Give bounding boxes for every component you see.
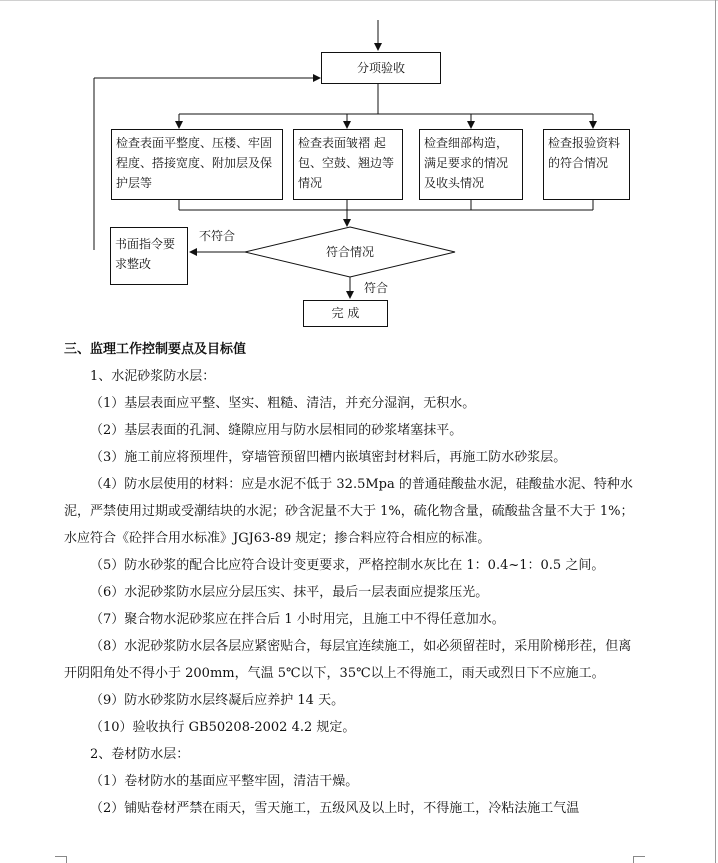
item-1-5: （5）防水砂浆的配合比应符合设计变更要求，严格控制水灰比在 1：0.4~1：0.5 之间。 [90, 558, 605, 573]
item-2-2: （2）铺贴卷材严禁在雨天，雪天施工，五级风及以上时，不得施工，冷粘法施工气温 [90, 801, 580, 816]
label-pass: 符合 [364, 281, 389, 295]
item-2-1: （1）卷材防水的基面应平整牢固，清洁干燥。 [90, 774, 359, 789]
item-1-4: （4）防水层使用的材料：应是水泥不低于 32.5Mpa 的普通硅酸盐水泥，硅酸盐水泥、特种水泥，严禁使用过期或受潮结块的水泥；砂含泥量不大于 1%，硫化物含量，硫酸盐含量不大于 1%；水应符合《砼拌合用水标准》JGJ63-89 规定；掺合料应符合相应的标准。 [64, 477, 634, 546]
box-rework-order: 书面指令要求整改 [110, 227, 188, 285]
item-1-3: （3）施工前应将预埋件，穿墙管预留凹槽内嵌填密封材料后，再施工防水砂浆层。 [90, 450, 567, 465]
box-check-documents: 检查报验资料的符合情况 [543, 129, 630, 200]
crop-mark-bottom-left-h [55, 856, 67, 857]
section-heading: 三、监理工作控制要点及目标值 [64, 342, 247, 357]
document-body [64, 336, 636, 822]
item-1-10: （10）验收执行 GB50208-2002 4.2 规定。 [90, 720, 356, 735]
label-fail: 不符合 [199, 229, 236, 243]
crop-mark-bottom-right-h [633, 856, 645, 857]
item-1-7: （7）聚合物水泥砂浆应在拌合后 1 小时用完，且施工中不得任意加水。 [90, 612, 505, 627]
subsection-membrane: 2、卷材防水层： [90, 747, 190, 762]
item-1-9: （9）防水砂浆防水层终凝后应养护 14 天。 [90, 693, 345, 708]
crop-mark-bottom-left [66, 856, 67, 863]
crop-mark-bottom-right [633, 856, 634, 863]
box-acceptance: 分项验收 [321, 52, 441, 84]
box-check-wrinkle: 检查表面皱褶 起包、空鼓、翘边等情况 [293, 129, 403, 200]
item-1-1: （1）基层表面应平整、坚实、粗糙、清洁，并充分湿润，无积水。 [90, 396, 476, 411]
subsection-cement-mortar: 1、水泥砂浆防水层： [90, 369, 216, 384]
item-1-6: （6）水泥砂浆防水层应分层压实、抹平，最后一层表面应提浆压光。 [90, 585, 489, 600]
box-done: 完 成 [303, 300, 388, 327]
item-1-2: （2）基层表面的孔洞、缝隙应用与防水层相同的砂浆堵塞抹平。 [90, 423, 463, 438]
decision-label: 符合情况 [326, 245, 375, 259]
box-check-surface: 检查表面平整度、压楼、牢固程度、搭接宽度、附加层及保护层等 [111, 129, 283, 200]
box-check-detail: 检查细部构造，满足要求的情况及收头情况 [419, 129, 523, 200]
item-1-8: （8）水泥砂浆防水层各层应紧密贴合，每层宜连续施工，如必须留茬时，采用阶梯形茬，但离开阴阳角处不得小于 200mm，气温 5℃以下，35℃以上不得施工，雨天或烈日下不应施工。 [64, 639, 632, 681]
